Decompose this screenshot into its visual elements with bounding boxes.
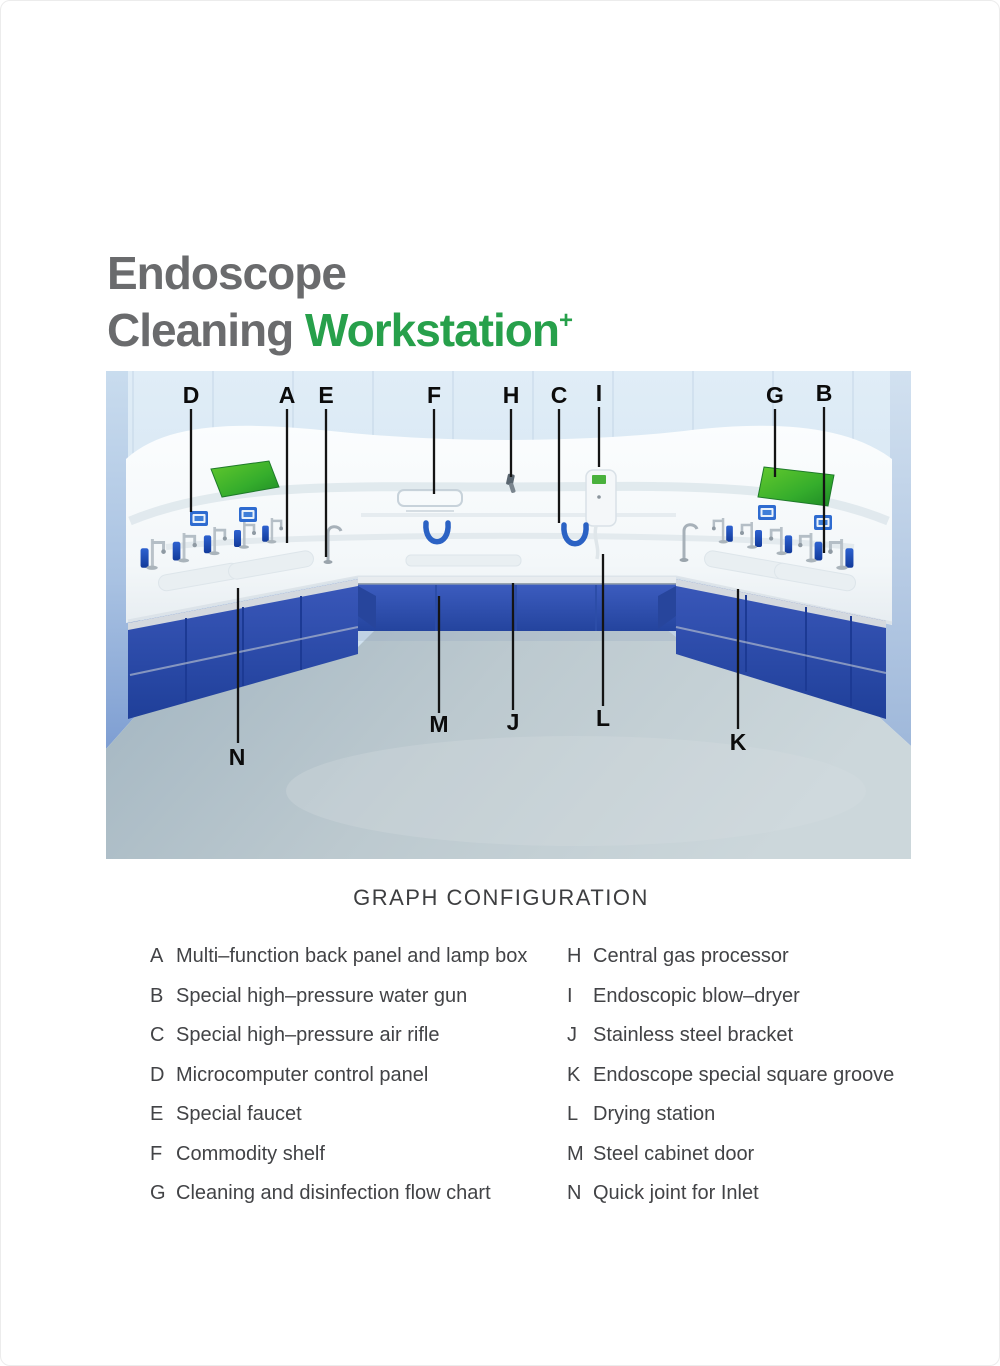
legend-key: E xyxy=(150,1103,164,1125)
legend-item-n xyxy=(567,1182,894,1204)
legend-key: H xyxy=(567,945,582,967)
legend-label: Special high–pressure air rifle xyxy=(176,1024,440,1046)
legend-key: F xyxy=(150,1142,163,1165)
legend-label: Quick joint for Inlet xyxy=(593,1182,759,1204)
workstation-photo xyxy=(106,371,911,859)
legend-item-i xyxy=(567,985,894,1007)
legend-item-c xyxy=(150,1024,527,1046)
legend-item-e xyxy=(150,1103,527,1125)
legend-item-a xyxy=(150,945,527,967)
legend-item-k xyxy=(567,1064,894,1086)
legend-label: Microcomputer control panel xyxy=(176,1063,429,1086)
callout-letter-c: C xyxy=(550,382,568,408)
legend-key: K xyxy=(567,1063,581,1086)
callout-letter-b: B xyxy=(815,380,833,406)
legend-label: Drying station xyxy=(593,1103,716,1125)
callout-letter-n: N xyxy=(228,744,246,770)
title-superscript: + xyxy=(558,307,573,334)
legend-item-f xyxy=(150,1143,527,1165)
legend-item-b xyxy=(150,985,527,1007)
legend-left-column xyxy=(150,945,527,1222)
legend-label: Commodity shelf xyxy=(176,1142,325,1165)
legend-item-d xyxy=(150,1064,527,1086)
legend-label: Cleaning and disinfection flow chart xyxy=(176,1182,491,1204)
callout-letter-i: I xyxy=(595,380,603,406)
callout-letter-d: D xyxy=(182,382,200,408)
legend-label: Special high–pressure water gun xyxy=(176,984,468,1007)
title-accent: Workstation xyxy=(305,304,559,356)
callout-letter-a: A xyxy=(278,382,296,408)
control-panel xyxy=(190,511,208,526)
legend-key: A xyxy=(150,945,164,967)
legend-label: Endoscope special square groove xyxy=(593,1063,895,1086)
legend-key: M xyxy=(567,1142,584,1165)
legend-item-g xyxy=(150,1182,527,1204)
legend-item-l xyxy=(567,1103,894,1125)
legend-label: Stainless steel bracket xyxy=(593,1024,794,1046)
legend-label: Steel cabinet door xyxy=(593,1142,755,1165)
callout-letter-m: M xyxy=(429,711,449,737)
legend-item-m xyxy=(567,1143,894,1165)
legend-label: Endoscopic blow–dryer xyxy=(593,984,800,1007)
title-line1: Endoscope xyxy=(107,247,346,299)
legend-key: N xyxy=(567,1182,582,1204)
section-heading: GRAPH CONFIGURATION xyxy=(353,885,649,910)
legend-key: G xyxy=(150,1182,166,1204)
callout-letter-j: J xyxy=(506,709,520,735)
legend-label: Special faucet xyxy=(176,1103,302,1125)
page-title xyxy=(107,249,573,354)
callout-letter-k: K xyxy=(729,729,747,755)
legend-key: C xyxy=(150,1024,165,1046)
callout-letter-e: E xyxy=(318,382,334,408)
callout-letter-g: G xyxy=(766,382,784,408)
control-panel xyxy=(758,505,776,520)
legend-key: J xyxy=(567,1024,577,1046)
legend-label: Central gas processor xyxy=(593,945,789,967)
callout-letter-h: H xyxy=(502,382,520,408)
legend-item-h xyxy=(567,945,894,967)
legend-key: B xyxy=(150,984,164,1007)
legend-key: I xyxy=(567,984,573,1007)
legend-key: L xyxy=(567,1103,579,1125)
title-line2: Cleaning xyxy=(107,304,294,356)
callout-letter-l: L xyxy=(595,705,611,731)
legend-item-j xyxy=(567,1024,894,1046)
legend-right-column xyxy=(567,945,894,1222)
callout-letter-f: F xyxy=(426,382,442,408)
control-panel xyxy=(239,507,257,522)
legend-label: Multi–function back panel and lamp box xyxy=(176,945,528,967)
legend-key: D xyxy=(150,1063,165,1086)
